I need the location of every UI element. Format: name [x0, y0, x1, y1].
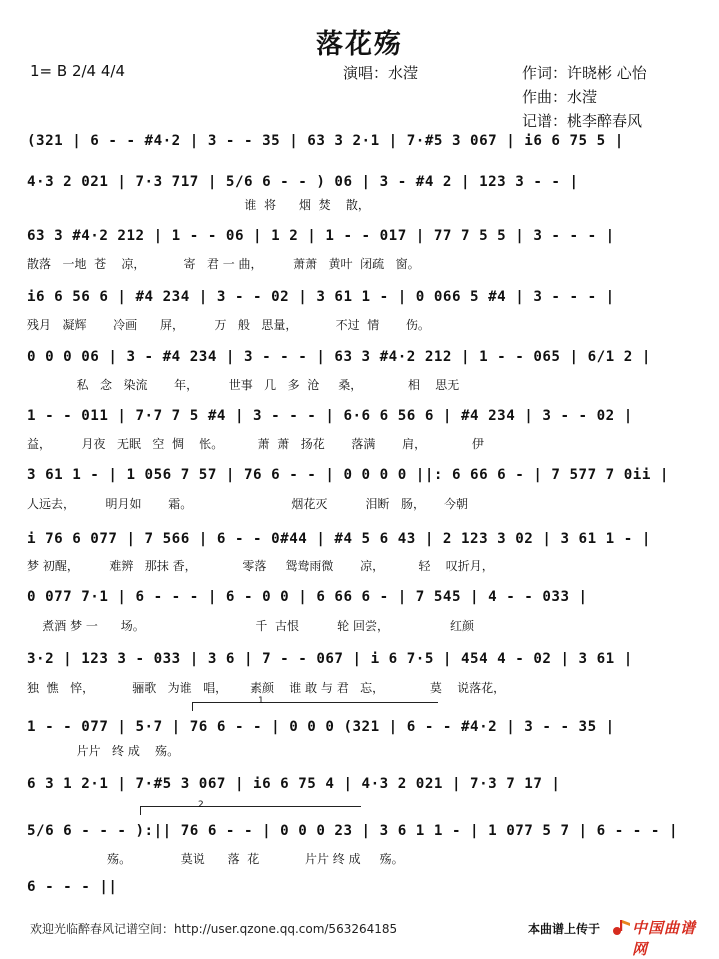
notation-row: 5/6 6 - - - ):|| 76 6 - - | 0 0 0 23 | 3 6 1 1 - | 1 077 5 7 | 6 - - - | — [27, 823, 678, 839]
musical-note-icon — [610, 918, 632, 936]
singer: 演唱：水滢 — [343, 64, 419, 82]
lyrics-row: 梦 初醒， 难辨 那抹 香， 零落 鸳鸯雨微 凉， 轻 叹折月， — [27, 559, 494, 573]
key-signature: 1= B 2/4 4/4 — [30, 62, 125, 80]
volta-bracket-second — [140, 806, 361, 815]
lyrics-row: 益， 月夜 无眠 空 惆 怅。 萧 萧 扬花 落满 肩， 伊 — [27, 437, 484, 451]
footer-welcome-text: 欢迎光临醉春风记谱空间：http://user.qzone.qq.com/563264185 — [30, 922, 398, 936]
site-logo — [610, 916, 710, 958]
lyrics-row: 残月 凝辉 冷画 屏， 万 般 思量， 不过 情 伤。 — [27, 318, 430, 332]
notation-row: 4·3 2 021 | 7·3 717 | 5/6 6 - - ) 06 | 3 - #4 2 | 123 3 - - | — [27, 174, 579, 190]
notation-row: 1 - - 077 | 5·7 | 76 6 - - | 0 0 0 (321 | 6 - - #4·2 | 3 - - 35 | — [27, 719, 615, 735]
lyrics-row: 独 憔 悴， 骊歌 为谁 唱， 素颜 谁 敢 与 君 忘， 莫 说落花， — [27, 681, 506, 695]
song-title: 落花殇 — [316, 29, 403, 60]
notation-row: 6 - - - || — [27, 879, 118, 895]
notation-row: 3·2 | 123 3 - 033 | 3 6 | 7 - - 067 | i 6 7·5 | 454 4 - 02 | 3 61 | — [27, 651, 633, 667]
notation-row: (321 | 6 - - #4·2 | 3 - - 35 | 63 3 2·1 | 7·#5 3 067 | i6 6 75 5 | — [27, 133, 624, 149]
lyrics-row: 煮酒 梦 一 场。 千 古恨 轮 回尝， 红颜 — [27, 619, 475, 633]
lyrics-row: 片片 终 成 殇。 — [27, 744, 180, 758]
volta-number: 1 — [258, 696, 264, 706]
lyrics-row: 殇。 莫说 落 花 片片 终 成 殇。 — [27, 852, 404, 866]
composer: 作曲：水滢 — [522, 88, 598, 106]
transcriber: 记谱：桃李醉春风 — [522, 112, 643, 130]
volta-number: 2 — [198, 800, 204, 810]
notation-row: 63 3 #4·2 212 | 1 - - 06 | 1 2 | 1 - - 017 | 77 7 5 5 | 3 - - - | — [27, 228, 615, 244]
lyrics-row: 人远去， 明月如 霜。 烟花灭 泪断 肠， 今朝 — [27, 497, 469, 511]
footer-upload-text: 本曲谱上传于 — [528, 922, 601, 936]
lyrics-row: 私 念 染流 年， 世事 几 多 沧 桑， 相 思无 — [27, 378, 460, 392]
notation-row: 1 - - 011 | 7·7 7 5 #4 | 3 - - - | 6·6 6 56 6 | #4 234 | 3 - - 02 | — [27, 408, 633, 424]
notation-row: 3 61 1 - | 1 056 7 57 | 76 6 - - | 0 0 0 0 ||: 6 66 6 - | 7 577 7 0ii | — [27, 467, 669, 483]
notation-row: i 76 6 077 | 7 566 | 6 - - 0#44 | #4 5 6 43 | 2 123 3 02 | 3 61 1 - | — [27, 531, 651, 547]
notation-row: 0 077 7·1 | 6 - - - | 6 - 0 0 | 6 66 6 - | 7 545 | 4 - - 033 | — [27, 589, 588, 605]
volta-bracket-first — [192, 702, 438, 711]
lyricist: 作词：许晓彬 心怡 — [522, 64, 647, 82]
notation-row: 6 3 1 2·1 | 7·#5 3 067 | i6 6 75 4 | 4·3 2 021 | 7·3 7 17 | — [27, 776, 561, 792]
lyrics-row: 谁 将 烟 焚 散， — [27, 198, 370, 212]
lyrics-row: 散落 一地 苍 凉， 寄 君 一 曲， 萧萧 黄叶 闭疏 窗。 — [27, 257, 420, 271]
notation-row: i6 6 56 6 | #4 234 | 3 - - 02 | 3 61 1 - | 0 066 5 #4 | 3 - - - | — [27, 289, 615, 305]
notation-row: 0 0 0 06 | 3 - #4 234 | 3 - - - | 63 3 #4·2 212 | 1 - - 065 | 6/1 2 | — [27, 349, 651, 365]
logo-text: 中国曲谱网 — [632, 919, 697, 958]
